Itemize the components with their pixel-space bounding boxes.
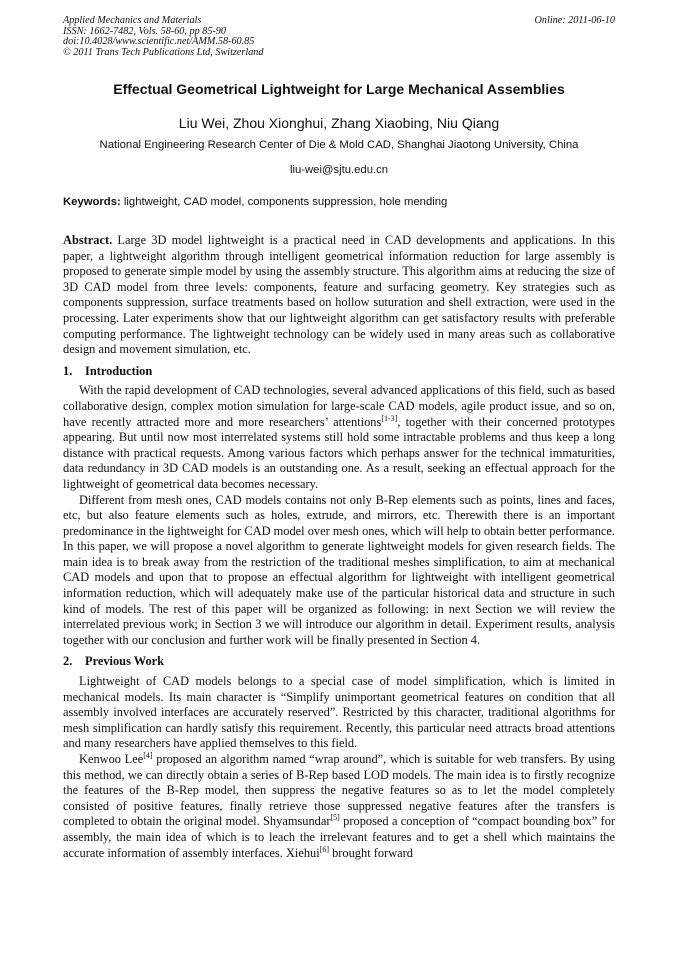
section-2-paragraph-2: [63, 752, 615, 861]
copyright-line: © 2011 Trans Tech Publications Ltd, Switzerland: [63, 46, 264, 58]
paper-title: Effectual Geometrical Lightweight for Large Mechanical Assemblies: [113, 81, 565, 97]
section-2-title: Previous Work: [85, 654, 165, 669]
journal-name: Applied Mechanics and Materials: [63, 15, 202, 26]
author-list: Liu Wei, Zhou Xionghui, Zhang Xiaobing, Niu Qiang: [178, 115, 500, 131]
keywords-label: Keywords:: [63, 196, 121, 208]
abstract-text: Large 3D model lightweight is a practical need in CAD developments and applications. In this paper, a lightweight algorithm through intelligent geometrical information reduction for large assembly is proposed to generate simple model by using the assembly structure. This algorithm aims at reducing the size of 3D CAD model from three levels: components, feature and surfacing geometry. Key strategies such as components suppression, surface treatments based on hollow suturation and shell extraction, were used in the processing. Later experiments show that our lightweight algorithm can get satisfactory results with preferable computing performance. The lightweight technology can be widely used in many areas such as collaborative design and movement simulation, etc.: [63, 233, 615, 357]
s2p2-text-a: Kenwoo Lee: [79, 752, 144, 766]
s1p1-text-a: With the rapid development of CAD technologies, several advanced applications of this field, such as based collaborative design, complex motion simulation for large-scale CAD models, agile product issue, and so on, have recently attracted more and more researchers’ attentions: [63, 383, 615, 429]
keywords-text: lightweight, CAD model, components suppression, hole mending: [123, 196, 448, 208]
section-2-heading: [63, 654, 615, 670]
citation: [1-3]: [381, 413, 398, 423]
citation: [5]: [330, 813, 340, 823]
journal-header: [63, 16, 615, 58]
affiliation: National Engineering Research Center of Die & Mold CAD, Shanghai Jiaotong University, China: [99, 139, 579, 151]
section-1-paragraph-2: Different from mesh ones, CAD models contains not only B-Rep elements such as points, lines and faces, etc, but also feature elements such as holes, extrude, and mirrors, etc. Therewith there is an important predominance in the lightweight for CAD model over mesh ones, which will help to obtain better performance. In this paper, we will propose a novel algorithm to generate lightweight models for given research fields. The main idea is to break away from the restriction of the traditional meshes simplification, to aim at mechanical CAD models and upon that to propose an effectual algorithm for lightweight with intelligent geometrical information reduction, which will adequately make use of the particular historical data and structure in such kind of models. The rest of this paper will be organized as following: in next Section we will review the interrelated previous work; in Section 3 we will introduce our algorithm in detail. Experiment results, analysis together with our conclusion and further work will be finally presented in Section 4.: [63, 492, 615, 647]
citation: [6]: [319, 844, 329, 854]
paper-body: [63, 233, 615, 861]
keywords: [63, 195, 615, 209]
s2p2-text-c: proposed a conception of “compact bounding box” for assembly, the main idea of which is to leach the irrelevant features and to get a shell which maintains the accurate information of assembly interfaces. Xiehui: [63, 814, 616, 860]
abstract: [63, 233, 615, 358]
section-2-paragraph-1: Lightweight of CAD models belongs to a special case of model simplification, which is limited in mechanical models. Its main character is “Simplify unimportant geometrical features on condition that all assembly involved interfaces are accurately reserved”. Restricted by this character, traditional algorithms for mesh simplification can hardly satisfy this requirement. Recently, this particular need attracts broad attentions and many researchers have applied themselves to this field.: [63, 674, 615, 751]
issn-line: ISSN: 1662-7482, Vols. 58-60, pp 85-90: [63, 25, 226, 37]
s2p2-text-b: proposed an algorithm named “wrap around”, which is suitable for web transfers. By using this method, we can directly obtain a series of B-Rep based LOD models. The main idea is to firstly recognize the features of the B-Rep model, then suppress the negative features so as to let the model completely consisted of positive features, finally retrieve those suppressed negative features after the transfers is completed to obtain the original model. Shyamsundar: [63, 752, 615, 829]
section-1-title: Introduction: [85, 363, 153, 378]
abstract-label: Abstract.: [63, 233, 113, 247]
section-1-number: 1.: [63, 363, 73, 378]
section-2-number: 2.: [63, 654, 73, 669]
online-date: Online: 2011-06-10: [534, 15, 615, 26]
author-email: liu-wei@sjtu.edu.cn: [289, 164, 389, 176]
s2p2-text-d: brought forward: [329, 845, 413, 860]
s1p1-text-b: , together with their concerned prototypes appearing. But until now most interrelated systems still hold some intractable problems and thus keep a long distance with practical requests. Among various factors which perhaps answer for the technical immaturities, data redundancy in 3D CAD models is an outstanding one. As a result, seeking an effectual approach for the lightweight of geometrical data becomes necessary.: [63, 414, 615, 491]
section-1-paragraph-1: [63, 383, 615, 492]
section-1-heading: [63, 364, 615, 380]
doi-line: doi:10.4028/www.scientific.net/AMM.58-60.85: [63, 36, 255, 47]
citation: [4]: [143, 751, 153, 760]
